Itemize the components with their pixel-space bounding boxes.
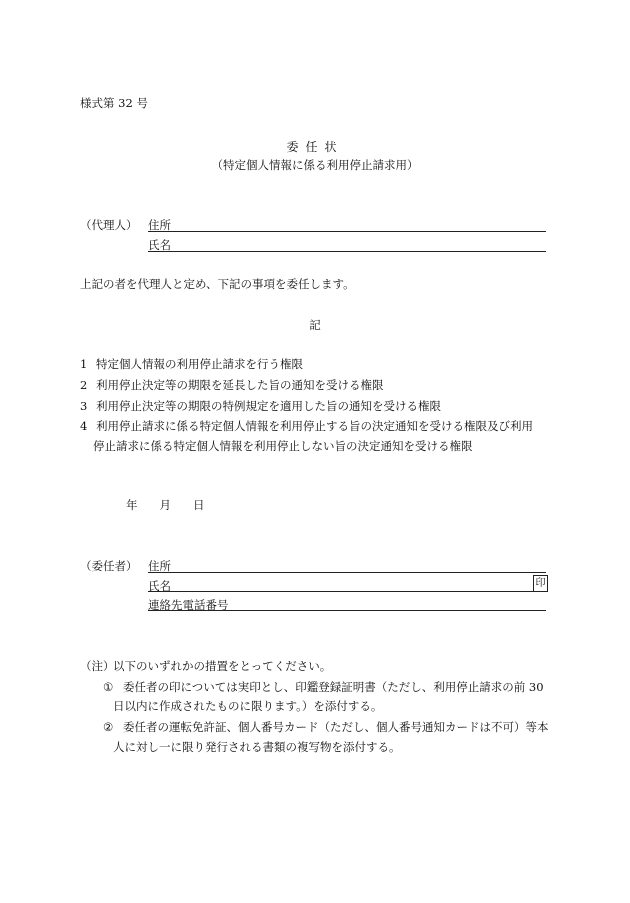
item-text: 利用停止決定等の期限を延長した旨の通知を受ける権限 [96,378,384,392]
item-number: 1 [80,357,88,371]
note-label: （注） [80,659,115,673]
date-day-label: 日 [193,498,205,512]
agent-role-label: （代理人） [80,218,138,232]
item-text-continued: 停止請求に係る特定個人情報を利用停止しない旨の決定通知を受ける権限 [93,439,473,453]
note-text-continued: 人に対し一に限り発行される書類の複写物を添付する。 [113,740,401,754]
principal-address-label: 住所 [148,559,171,573]
agent-address-field[interactable] [148,231,546,232]
document-subtitle: （特定個人情報に係る利用停止請求用） [211,158,419,172]
principal-name-label: 氏名 [148,579,171,593]
ki-heading: 記 [309,318,321,332]
principal-role-label: （委任者） [80,559,138,573]
note-mark: ② [103,720,114,734]
form-number: 様式第 32 号 [80,96,148,110]
item-number: 4 [80,419,88,433]
note-text: 委任者の運転免許証、個人番号カード（ただし、個人番号通知カードは不可）等本 [123,720,549,734]
principal-address-field[interactable] [148,572,546,573]
item-text: 利用停止決定等の期限の特例規定を適用した旨の通知を受ける権限 [96,399,441,413]
note-text-continued: 日以内に作成されたものに限ります。）を添付する。 [113,699,383,713]
agent-name-field[interactable] [148,251,546,252]
note-text: 委任者の印については実印とし、印鑑登録証明書（ただし、利用停止請求の前 30 [123,680,544,694]
date-year-label: 年 [126,498,138,512]
document-title: 委任状 [286,140,344,154]
delegation-statement: 上記の者を代理人と定め、下記の事項を委任します。 [80,277,355,291]
note-mark: ① [103,680,114,694]
principal-phone-field[interactable] [148,610,546,611]
agent-address-label: 住所 [148,218,171,232]
item-text: 特定個人情報の利用停止請求を行う権限 [96,357,303,371]
note-intro: 以下のいずれかの措置をとってください。 [113,659,332,673]
item-number: 3 [80,399,88,413]
principal-phone-label: 連絡先電話番号 [148,598,229,612]
seal-mark: 印 [533,575,548,592]
item-text: 利用停止請求に係る特定個人情報を利用停止する旨の決定通知を受ける権限及び利用 [96,419,533,433]
principal-name-field[interactable] [148,591,546,592]
date-line[interactable] [126,497,205,513]
agent-name-label: 氏名 [148,238,171,252]
item-number: 2 [80,378,88,392]
date-month-label: 月 [159,498,171,512]
